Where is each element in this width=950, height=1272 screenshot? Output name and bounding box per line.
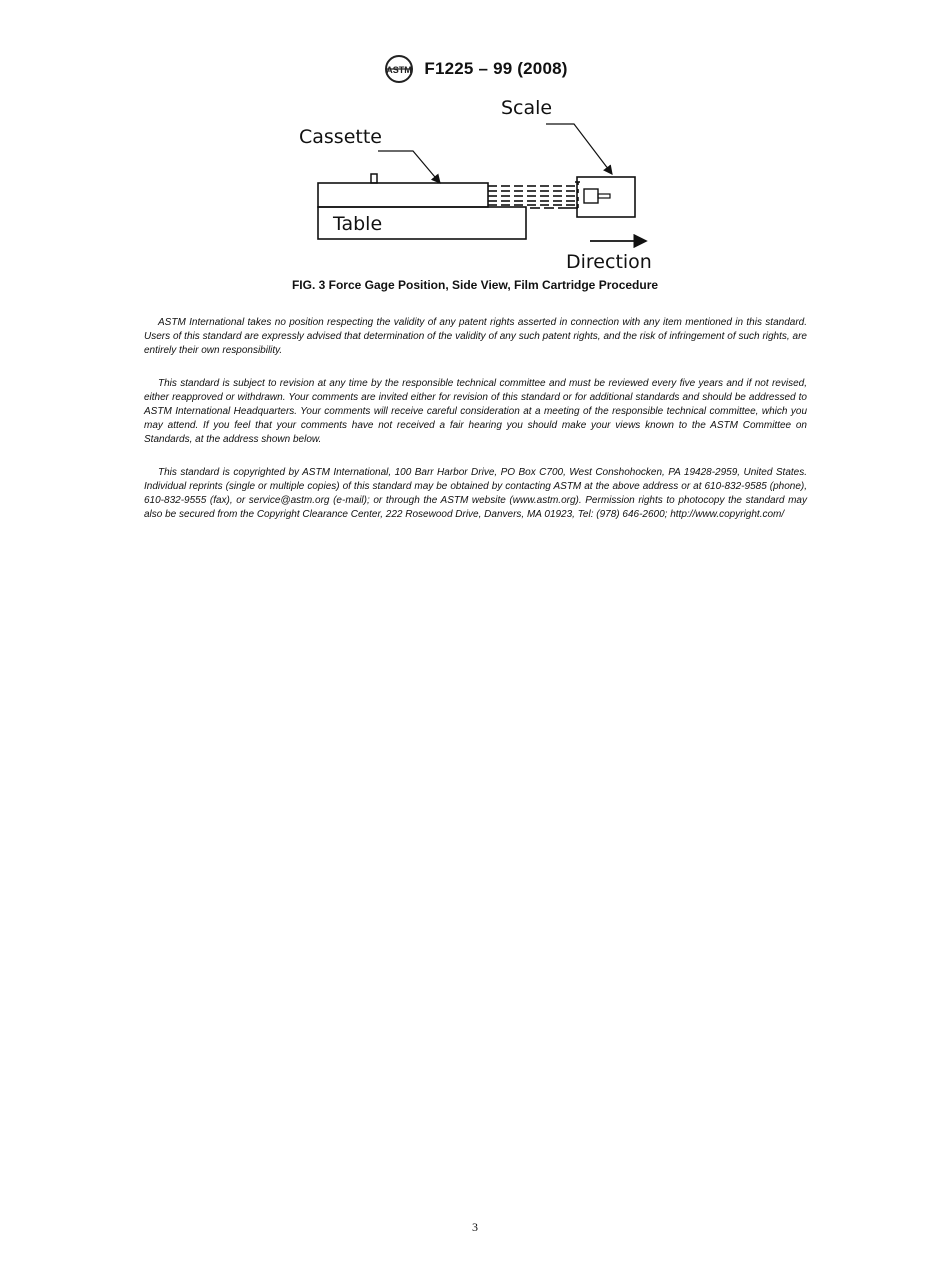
table-label: Table — [333, 213, 383, 235]
scale-leader-line — [546, 124, 612, 174]
scale-label: Scale — [501, 97, 553, 119]
cassette-label: Cassette — [299, 126, 382, 148]
figure-caption: FIG. 3 Force Gage Position, Side View, Film Cartridge Procedure — [291, 278, 659, 292]
notices-block — [144, 316, 807, 541]
copyright-notice: This standard is copyrighted by ASTM International, 100 Barr Harbor Drive, PO Box C700, West Conshohocken, PA 19428-2959, United States. Individual reprints (single or multiple copies) of this standard may be obtained by contacting ASTM at the above address or at 610-832-9585 (phone), 610-832-9555 (fax), or service@astm.org (e-mail); or through the ASTM website (www.astm.org). Permission rights to photocopy the standard may also be secured from the Copyright Clearance Center, 222 Rosewood Drive, Danvers, MA 01923, Tel: (978) 646-2600; http://www.copyright.com/ — [144, 467, 807, 520]
figure-3-diagram — [0, 90, 950, 275]
page-header — [0, 53, 950, 85]
revision-notice: This standard is subject to revision at any time by the responsible technical committee and must be reviewed every five years and if not revised, either reapproved or withdrawn. Your comments are invited either for revision of this standard or for additional standards and should be addressed to ASTM International Headquarters. Your comments will receive careful consideration at a meeting of the responsible technical committee, which you may attend. If you feel that your comments have not received a fair hearing you should make your views known to the ASTM Committee on Standards, at the address shown below. — [144, 378, 807, 445]
gage-tip — [598, 194, 610, 198]
gage-probe — [584, 189, 598, 203]
document-designation: F1225 – 99 (2008) — [424, 59, 568, 78]
cassette-box — [318, 183, 488, 207]
force-gage-body — [577, 177, 635, 217]
cassette-leader-line — [378, 151, 440, 183]
page-number: 3 — [472, 1220, 478, 1234]
film-dashes — [488, 182, 580, 208]
svg-text:ASTM: ASTM — [386, 65, 413, 75]
patent-notice: ASTM International takes no position respecting the validity of any patent rights asserted in connection with any item mentioned in this standard. Users of this standard are expressly advised that determination of the validity of any such patent rights, and the risk of infringement of such rights, are entirely their own responsibility. — [144, 317, 807, 356]
astm-logo-icon — [382, 54, 416, 84]
direction-label: Direction — [566, 251, 652, 273]
cassette-tab — [371, 174, 377, 183]
force-gage-diagram — [0, 90, 950, 275]
